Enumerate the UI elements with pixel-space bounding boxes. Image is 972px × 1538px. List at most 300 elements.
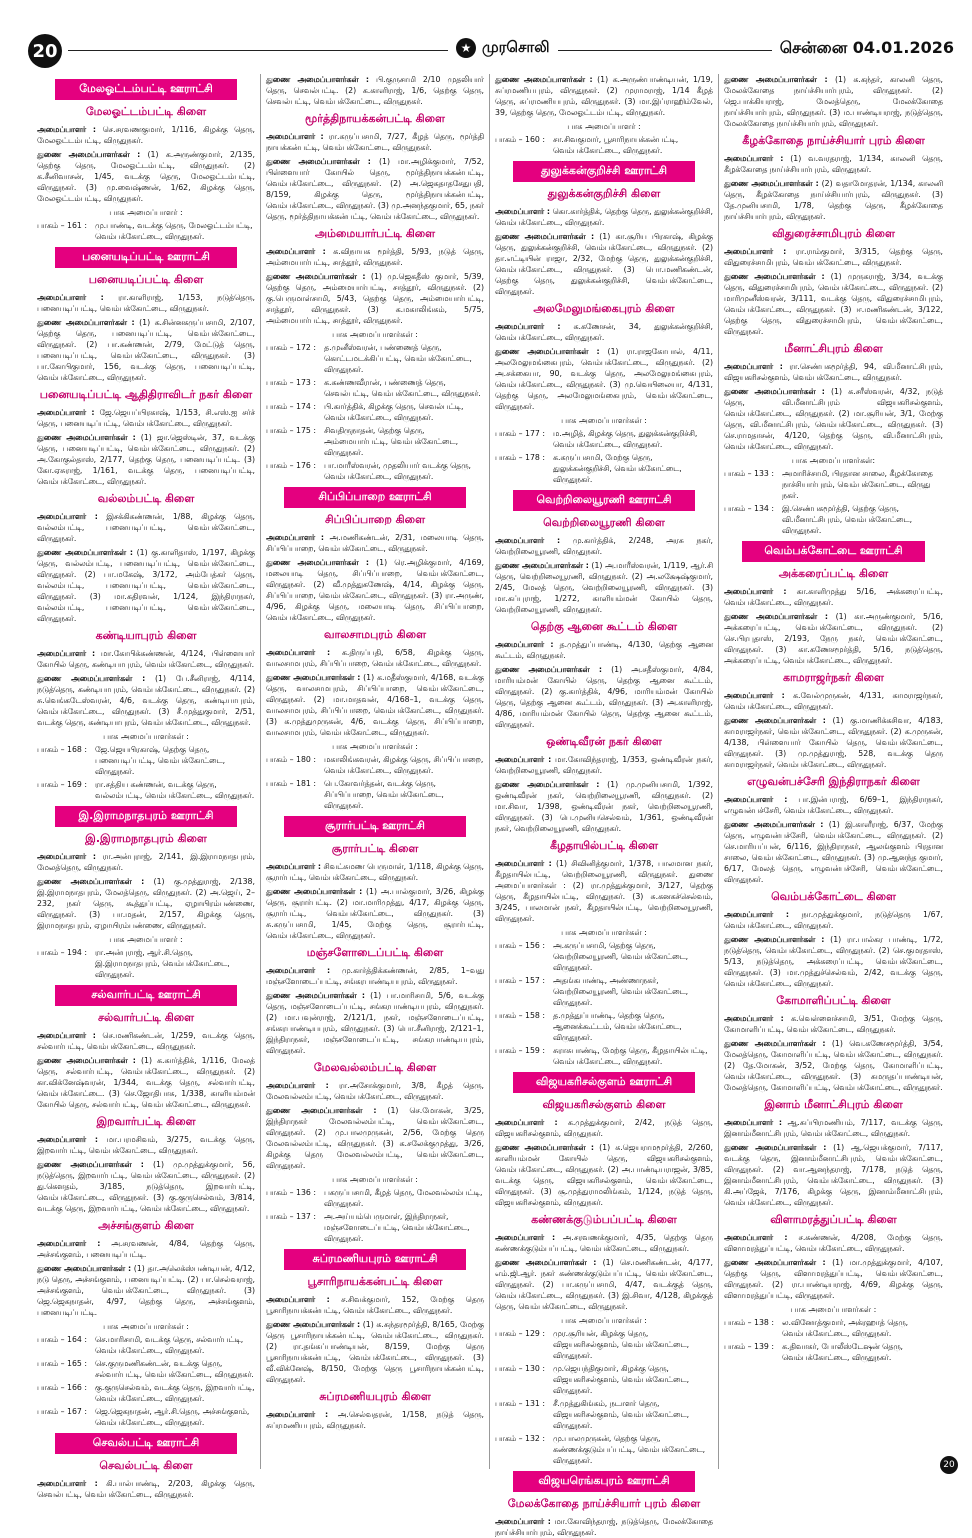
appointment-paragraph: துணை அமைப்பாளர்கள் : (1) ரெ.அழிக்குமார், 4/169, மலையாடி தெரு, சிப்பிப்பாறை, வெம்பக்கோட்டை, விருதுநகர். (2) வீ.முத்துகணேஷ், 4/14, கிழக்கு தெரு, சிப்பிப்பாறை, வெம்பக்கோட்டை, விருதுநகர். (3) ரா.அருண், 4/96, கிழக்கு தெரு, மலையாடி தெரு, சிப்பிப்பாறை, வெம்பக்கோட்டை, விருதுநகர். (266, 558, 484, 622)
appointment-paragraph: அமைப்பாளர் : மா.கோபிக்கண்ணன், 4/124, பிள்ளையார் கோயில் தெரு, கண்டியாபுரம், வெம்பக்கோட்டை, விருதுநகர். (37, 649, 256, 669)
booth-number: பாகம் – 159 : (495, 1046, 545, 1055)
panchayat-banner: விஜயரெங்கபுரம் ஊராட்சி (513, 1471, 695, 1492)
role-label: அமைப்பாளர் : (495, 1517, 551, 1526)
booth-number: பாகம் – 160 : (495, 135, 545, 144)
booth-number: பாகம் – 156 : (495, 941, 545, 950)
article-columns (32, 74, 948, 1537)
booth-entry (266, 754, 484, 776)
branch-heading: வாலசாமபுரம் கிளை (324, 628, 426, 641)
appointment-paragraph: அமைப்பாளர் : மா.கோவிந்தராஜ், நடுத்தெரு, மேலக்கோதை நாய்ச்சியார்புரம், விருதுநகர். (495, 1517, 714, 1537)
role-label: அமைப்பாளர் : (266, 1295, 330, 1304)
role-label: துணை அமைப்பாளர்கள் : (724, 75, 828, 84)
branch-heading: சுப்ரமணியபுரம் கிளை (319, 1390, 431, 1403)
appointment-paragraph: துணை அமைப்பாளர்கள் : (1) கு.முத்துராஜ், 2/138, இ.இராமநாதபுரம், மேலத்தெரு, விருதுநகர். (2) அ.ஜெய், 2–232, நகர் தெரு, கூத்துப்பட்டி, ஏழாயிரம்பண்ணை, விருதுநகர். (3) பா.மதன், 2/157, கிழக்கு தெரு, இராமநாதபுரம், ஏழாயிரம்பண்ணை, விருதுநகர். (37, 877, 255, 930)
branch-heading: கோமாளிப்பட்டி கிளை (776, 994, 891, 1007)
role-label: துணை அமைப்பாளர்கள் : (37, 1160, 144, 1169)
booth-number: பாகம் – 177 : (495, 429, 545, 438)
booth-number: பாகம் – 174 : (266, 402, 316, 411)
appointment-paragraph: அமைப்பாளர் : க.விநாயக மூர்த்தி, 5/93, நடுத் தெரு, அம்மையார்பட்டி, சாத்தூர், விருதுநகர். (266, 247, 484, 267)
appointment-paragraph: துணை அமைப்பாளர்கள் : (1) முருகராஜ், 3/34, வடக்கு தெரு, விதுரைச்சாமிபுரம், வெம்பக்கோட்டை, விருதுநகர். (2) மாரிமுனீஸ்வரன், 3/111, வடக்கு தெரு, விதுரைச்சாமிபுரம், வெம்பக்கோட்டை, விருதுநகர். (3) ஈ.மணிகண்டன், 3/122, தெற்கு தெரு, விதுரைச்சாமிபுரம், வெம்பக்கோட்டை, விருதுநகர். (724, 272, 944, 336)
appointment-paragraph: அமைப்பாளர் : ரா.அசோக்குமார், 3/8, கீழத் தெரு, மேலவல்லம்பட்டி, வெம்பக்கோட்டை, விருதுநகர். (266, 1081, 484, 1101)
section-label: பாக அமைப்பாளர்கள் : (332, 1175, 418, 1184)
appointment-paragraph: அமைப்பாளர் : மா.பரமசிவம், 3/275, வடக்கு தெரு, இறவார்பட்டி, வெம்பக்கோட்டை, விருதுநகர். (37, 1135, 255, 1155)
booth-number: பாகம் – 161 : (37, 221, 87, 230)
booth-number: பாகம் – 168 : (37, 745, 87, 754)
role-label: அமைப்பாளர் : (724, 910, 790, 919)
booth-entry (266, 778, 484, 811)
panchayat-banner: துலுக்கன்குறிச்சி ஊராட்சி (513, 161, 695, 182)
role-label: துணை அமைப்பாளர்கள் : (495, 232, 595, 241)
appointment-paragraph: அமைப்பாளர் : செ.சரவணகுமார், 1/116, கிழக்கு தெரு, மேலஓட்டம்பட்டி, விருதுநகர். (37, 125, 256, 145)
branch-heading: கண்டியாபுரம் கிளை (95, 629, 197, 642)
appointment-paragraph: துணை அமைப்பாளர்கள் : (1) செ.மோகன், 3/25, இந்திராநகர் மேலவல்லம்பட்டி, வெம்பக்கோட்டை, விருதுநகர். (2) மு.பாலமுருகன், 2/56, மேற்கு தெரு மேலவல்லம்பட்டி, விருதுநகர். (3) க.சலேக்குமுத்து, 3/26, கிழக்கு தெரு மேலவல்லம்பட்டி, வெம்பக்கோட்டை, விருதுநகர். (266, 1106, 484, 1170)
booth-number: பாகம் – 169 : (37, 780, 87, 789)
booth-agent: செ.மாரிசாமி, வடக்கு தெரு, சல்வார்பட்டி, வெம்பக்கோட்டை, விருதுநகர். (95, 1335, 244, 1355)
appointment-paragraph: அமைப்பாளர் : க.வேல்முருகன், 4/131, காமராஜர்நகர், வெம்பக்கோட்டை, விருதுநகர். (724, 691, 943, 711)
role-label: அமைப்பாளர் : (37, 408, 95, 417)
appointment-paragraph: அமைப்பாளர் : (1) சிவினித்குமார், 1/378, பாலமான நகர், கீழதாயில்பட்டி, வெற்றிலையூரணி, விருதுநகர். துணை அமைப்பாளர்கள் : (2) ரா.முத்துக்குமார், 3/127, தெற்கு தெரு, கீழதாயில்பட்டி, விருதுநகர். (3) சு.கனகச்செல்வம், 3/245, பாலமான் நகர், கீழதாயில்பட்டி, வெற்றிலையூரணி, விருதுநகர். (495, 859, 714, 923)
column-2 (261, 74, 490, 1469)
role-label: துணை அமைப்பாளர்கள் : (495, 780, 600, 789)
booth-entry (37, 220, 255, 242)
booth-number: பாகம் – 136 : (266, 1188, 316, 1197)
booth-entry (495, 975, 713, 1008)
booth-entry (724, 1341, 943, 1363)
role-label: துணை அமைப்பாளர்கள் : (37, 1056, 136, 1065)
booth-agent: சிவதிருநாதன், தெற்கு தெரு, அம்மையார்பட்டி, வெம்பக்கோட்டை, விருதுநகர். (324, 426, 459, 457)
role-label: அமைப்பாளர் : (495, 1233, 556, 1242)
masthead (28, 34, 954, 68)
role-label: அமைப்பாளர் : (37, 1135, 99, 1144)
branch-heading: மூர்த்திநாயக்கன்பட்டி கிளை (305, 112, 445, 125)
role-label: துணை அமைப்பாளர்கள் : (37, 433, 136, 442)
role-label: அமைப்பாளர் : (724, 247, 787, 256)
newspaper-logo-icon: ★ (456, 38, 476, 58)
appointment-paragraph: துணை அமைப்பாளர்கள் : பி.குருசாமி 2/10 முதலியார் தெரு, செவல்பட்டி. (2) க.காளிராஜ், 1/6, தெற்கு தெரு, செவல்பட்டி, வெம்பக்கோட்டை, விருதுநகர். (266, 75, 484, 106)
appointment-paragraph: துணை அமைப்பாளர்கள் : (1) க.சரீஸ்வரன், 4/32, நடுத் தெரு, வி.மீனாட்சிபுரம் விஜயகரிசல்குளம், வெம்பக்கோட்டை, விருதுநகர். (2) மா.சூரியன், 3/1, மேற்கு தெரு, வி.மீனாட்சிபுரம், வெம்பக்கோட்டை, விருதுநகர். (3) செ.ராமதாசன், 4/120, தெற்கு தெரு, வி.மீனாட்சிபுரம், வெம்பக்கோட்டை, விருதுநகர். (724, 387, 943, 451)
branch-heading: பனையடிப்பட்டி கிளை (88, 273, 204, 286)
appointment-paragraph: அமைப்பாளர் : ச.கண்ணன், 4/208, மேற்கு தெரு, விளாமரத்துப்பட்டி, வெம்பக்கோட்டை, விருதுநகர். (724, 1233, 943, 1253)
role-label: அமைப்பாளர் : (495, 755, 552, 764)
appointment-paragraph: துணை அமைப்பாளர்கள் : (1) கு.மாணிக்கசிவா, 4/183, காமராஜர்நகர், வெம்பக்கோட்டை, விருதுநகர். (2) க.முருகன், 4/138, பிள்ளையார் கோயில் தெரு, வெம்பக்கோட்டை, விருதுநகர். (3) மு.முத்துராஜ், 528, வடக்கு தெரு காமராஜர்நகர், வெம்பக்கோட்டை, விருதுநகர். (724, 716, 944, 769)
section-label: பாக அமைப்பாளர் : (567, 122, 641, 131)
booth-entry (495, 1010, 713, 1043)
role-label: துணை அமைப்பாளர்கள் : (37, 674, 146, 683)
booth-agent: அ.கருப்பசாமி, தெற்கு தெரு, வெற்றிலையூரணி, வெம்பக்கோட்டை, விருதுநகர். (553, 941, 689, 972)
role-label: அமைப்பாளர் : (37, 1239, 101, 1248)
panchayat-banner: சூரார்பட்டி ஊராட்சி (284, 816, 466, 837)
booth-entry (37, 1382, 255, 1404)
column-3 (490, 74, 719, 1537)
booth-number: பாகம் – 181 : (266, 779, 316, 788)
footer-page-number: 20 (940, 1456, 958, 1474)
appointment-paragraph: அமைப்பாளர் : க.முத்துக்குமார், 2/42, நடுத் தெரு, விஜயகரிசல்குளம், விருதுநகர். (495, 1118, 714, 1138)
appointment-paragraph: துணை அமைப்பாளர்கள் : (1) க.கந்தர், காலனி தெரு, மேலக்கோதை நாய்ச்சியார்புரம், விருதுநகர். (2) ஜெ.பாக்கியராஜ், மேலத்தெரு, மேலக்கோதை நாய்ச்சியார்புரம், விருதுநகர். (3) ம.பாண்டியராஜ், நடுத்தெரு, மேலக்கோதை நாய்ச்சியார்புரம், விருதுநகர். (724, 75, 944, 128)
appointment-paragraph: அமைப்பாளர் : கி.பால்பாண்டி, 2/203, கிழக்கு தெரு, செவல்பட்டி, வெம்பக்கோட்டை, விருதுநகர். (37, 1479, 255, 1499)
section-label: பாக அமைப்பாளர்கள் : (103, 1322, 189, 1331)
edition-date: சென்னை 04.01.2026 (772, 38, 954, 59)
section-label: பாக அமைப்பாளர்கள் : (561, 1316, 647, 1325)
role-label: அமைப்பாளர் : (724, 795, 788, 804)
role-label: துணை அமைப்பாளர்கள் : (37, 1264, 132, 1273)
appointment-paragraph: அமைப்பாளர் : (1) வ.வரதராஜ், 1/134, காலனி தெரு, கீழக்கோதை நாய்ச்சியார்புரம், விருதுநகர். (724, 154, 944, 174)
booth-entry (495, 452, 713, 485)
appointment-paragraph: அமைப்பாளர் : அ.மணிகண்டன், 2/31, மலையாடி தெரு, சிப்பிப்பாறை, வெம்பக்கோட்டை, விருதுநகர். (266, 533, 484, 553)
role-label: அமைப்பாளர் : (266, 247, 326, 256)
appointment-paragraph: அமைப்பாளர் : சிவட்சுமண பெருமாள், 1/118, கிழக்கு தெரு, சூரார்பட்டி, வெம்பக்கோட்டை, விருதுநகர். (266, 862, 484, 882)
booth-number: பாகம் – 157 : (495, 976, 545, 985)
panchayat-banner: சிப்பிப்பாறை ஊராட்சி (284, 487, 466, 508)
section-label: பாக அமைப்பாளர் : (109, 935, 183, 944)
booth-entry (724, 1317, 943, 1339)
role-label: அமைப்பாளர் : (37, 649, 96, 658)
appointment-paragraph: அமைப்பாளர் : பா.இன்பராஜ், 6/69–1, இந்திராநகர், எழுவன்பச்சேரி, வெம்பக்கோட்டை, விருதுநகர். (724, 795, 943, 815)
role-label: துணை அமைப்பாளர்கள் : (266, 673, 361, 682)
appointment-paragraph: துணை அமைப்பாளர்கள் : (1) கா.அருண்குமார், 5/16, அக்கரைப்பட்டி, வெம்பக்கோட்டை, விருதுநகர். (2) செ.பிரபுதாஸ், 2/193, நேரு நகர், வெம்பக்கோட்டை, விருதுநகர். (3) கா.கணேசமூர்த்தி, 5/16, நடுத்தெரு, அக்கரைப்பட்டி, வெம்பக்கோட்டை, விருதுநகர். (724, 612, 943, 665)
appointment-paragraph: அமைப்பாளர் : த.முத்துப்பாண்டி, 4/130, தெற்கு ஆனை கூட்டம், விருதுநகர். (495, 640, 713, 660)
role-label: அமைப்பாளர் : (495, 322, 561, 331)
role-label: அமைப்பாளர் : (724, 1233, 788, 1242)
appointment-paragraph: துணை அமைப்பாளர்கள் : (1) பே.சீனிராஜ், 4/114, நடுத்தெரு, கண்டியாபுரம், வெம்பக்கோட்டை, விருதுநகர். (2) சு.வெங்கடேஸ்வரன், 4/6, வடக்கு தெரு, கண்டியாபுரம், வெம்பக்கோட்டை, விருதுநகர். (3) சீ.முத்துகுமார், 2/51, வடக்கு தெரு, கண்டியாபுரம், வெம்பக்கோட்டை, விருதுநகர். (37, 674, 255, 727)
booth-number: பாகம் – 173 : (266, 378, 316, 387)
branch-heading: வல்லம்பட்டி கிளை (97, 492, 195, 505)
section-label: பாக அமைப்பாளர்கள் : (332, 330, 418, 339)
branch-heading: விஜயகரிசல்குளம் கிளை (542, 1098, 666, 1111)
panchayat-banner: இ.இராமநாதபுரம் ஊராட்சி (55, 806, 237, 827)
role-label: துணை அமைப்பாளர்கள் : (266, 887, 363, 896)
appointment-paragraph: துணை அமைப்பாளர்கள் : (1) மு.முனியசாமி, 1/392, ஒண்டிவீரன் நகர், வெற்றிலையூரணி, விருதுநகர். (2) மா.சிவா, 1/398, ஒண்டிவீரன் நகர், வெற்றிலையூரணி, விருதுநகர். (3) பெ.முனியசெல்வம், 1/361, ஒண்டிவீரன் நகர், வெற்றிலையூரணி, விருதுநகர். (495, 780, 713, 833)
role-label: அமைப்பாளர் : (37, 1031, 96, 1040)
booth-entry (495, 428, 713, 450)
role-label: துணை அமைப்பாளர்கள் : (724, 716, 826, 725)
appointment-paragraph: அமைப்பாளர் : அ.செல்வதரன், 1/158, நடுத் தெரு, சுப்ரமணியபுரம், விருதுநகர். (266, 1410, 484, 1430)
appointment-paragraph: அமைப்பாளர் : க.வெள்ளைச்சாமி, 3/51, மேற்கு தெரு, கோமாளிப்பட்டி, வெம்பக்கோட்டை, விருதுநகர். (724, 1014, 944, 1034)
appointment-paragraph: துணை அமைப்பாளர்கள் : (1) க.அருண்குமார், 2/135, தெற்கு தெரு, மேலஓட்டம்பட்டி, விருதுநகர். (2) க.சீனிவாசன், 1/45, வடக்கு தெரு, மேலஓட்டம்பட்டி, விருதுநகர். (3) மு.வைஷ்ணன், 1/62, கிழக்கு தெரு, மேலஓட்டம்பட்டி, விருதுநகர். (37, 150, 255, 203)
booth-entry (37, 744, 255, 777)
booth-number: பாகம் – 172 : (266, 343, 316, 352)
branch-heading: கீழக்கோதை நாய்ச்சியார் புரம் கிளை (742, 134, 925, 147)
appointment-paragraph: துணை அமைப்பாளர்கள் : (1) அ.சதீஸ்குமார், 4/84, மாரியம்மன் கோயில் தெரு, தெற்கு ஆனை கூட்டம், விருதுநகர். (2) கு.கார்த்திக், 4/96, மாரியம்மன் கோயில் தெரு, தெற்கு ஆனை கூட்டம், விருதுநகர். (3) அ.காளிராஜ், 4/86, மாரியம்மன் கோயில் தெரு, தெற்கு ஆனை கூட்டம், விருதுநகர். (495, 665, 714, 729)
branch-heading: எழுவன்பச்சேரி இந்திராநகர் கிளை (747, 775, 920, 788)
role-label: துணை அமைப்பாளர்கள் : (495, 665, 602, 674)
booth-entry (495, 1328, 713, 1361)
booth-agent: இ.செண்பகமூர்த்தி, தெற்கு தெரு, வி.மீனாட்சிபுரம், வெம்பக்கோட்டை, விருதுநகர். (782, 504, 913, 535)
section-label: பாக அமைப்பாளர்கள் : (561, 928, 647, 937)
booth-entry (37, 1358, 255, 1380)
booth-agent: க.திவாகர், போலீஸ்டேஷன் தெரு, வெம்பக்கோட்டை, விருதுநகர். (782, 1342, 904, 1362)
appointment-paragraph: துணை அமைப்பாளர்கள் : (1) மா.முத்துக்குமார், 4/107, தெற்கு தெரு, விளாமரத்துப்பட்டி, வெம்பக்கோட்டை, விருதுநகர். (2) ரா.பாண்டியராஜ், 4/69, கிழக்கு தெரு, விளாமரத்துப்பட்டி, விருதுநகர். (724, 1258, 944, 1300)
role-label: துணை அமைப்பாளர்கள் : (724, 387, 825, 396)
branch-heading: மஞ்சளோடைப்பட்டி கிளை (306, 946, 444, 959)
role-label: துணை அமைப்பாளர்கள் : (495, 75, 593, 84)
branch-heading: ஒண்டிவீரன் நகர் கிளை (546, 735, 662, 748)
role-label: துணை அமைப்பாளர்கள் : (724, 1258, 826, 1267)
role-label: அமைப்பாளர் : (266, 1081, 329, 1090)
role-label: துணை அமைப்பாளர்கள் : (495, 561, 589, 570)
booth-agent: மகாலிங்கவரன், கிழக்கு தெரு, சிப்பிப்பாறை, வெம்பக்கோட்டை, விருதுநகர். (324, 755, 484, 775)
role-label: அமைப்பாளர் : (266, 862, 321, 871)
appointment-paragraph: அமைப்பாளர் : கொ.கார்த்திக், தெற்கு தெரு, துலுக்கன்குறிச்சி, வெம்பக்கோட்டை, விருதுநகர். (495, 207, 713, 227)
booth-entry (266, 401, 484, 423)
role-label: அமைப்பாளர் : (724, 691, 785, 700)
appointment-paragraph: துணை அமைப்பாளர்கள் : (1) க.ஜெயராமமூர்த்தி, 2/260, காளியம்மன் கோயில் தெரு, விஜயகரிசல்குளம், வெம்பக்கோட்டை, விருதுநகர். (2) அ.பாண்டியராஜன், 3/85, வடக்கு தெரு, விஜயகரிசல்குளம், வெம்பக்கோட்டை, விருதுநகர். (3) சூ.முத்துராமலிங்கம், 1/124, நடுத் தெரு, விஜயகரிசல்குளம், விருதுநகர். (495, 1143, 713, 1207)
appointment-paragraph: அமைப்பாளர் : நா.முத்துக்குமார், நடுத்தெரு 1/67, வெம்பக்கோட்டை, விருதுநகர். (724, 910, 943, 930)
booth-entry (266, 342, 484, 375)
booth-number: பாகம் – 194 : (37, 948, 87, 957)
appointment-paragraph: துணை அமைப்பாளர்கள் : (1) ரா.பால்கர பாண்டி, 1/72, நடுத்தெரு, வெம்பக்கோட்டை, விருதுநகர். (2) செ.குமரதாஸ், 5/13, நடுத்தெரு, அக்கரைப்பட்டி, வெம்பக்கோட்டை, விருதுநகர். (3) மா.முத்துச்செல்வம், 2/42, வடக்கு தெரு, வெம்பக்கோட்டை, விருதுநகர். (724, 935, 944, 988)
branch-heading: அலமேலுமங்கைபுரம் கிளை (533, 302, 675, 315)
branch-heading: துலுக்கன்குறிச்சி கிளை (547, 187, 661, 200)
branch-heading: மேலக்கோதை நாய்ச்சியார் புரம் கிளை (507, 1497, 701, 1510)
branch-heading: இறவார்பட்டி கிளை (96, 1115, 196, 1128)
branch-heading: வெம்பக்கோட்டை கிளை (771, 890, 896, 903)
branch-heading: விளாமரத்துப்பட்டி கிளை (770, 1213, 897, 1226)
booth-agent: பகருப்பசாமி, கீழத் தெரு, மேலவல்லம்பட்டி, விருதுநகர். (324, 1188, 483, 1208)
appointment-paragraph: அமைப்பாளர் : மா.கோவிந்தராஜ், 1/353, ஒண்டிவீரன் நகர், வெற்றிலையூரணி, விருதுநகர். (495, 755, 713, 775)
booth-agent: சா.சிவகுமார், பூசாரிநாயக்கன்பட்டி, வெம்பக்கோட்டை, விருதுநகர். (553, 135, 679, 155)
booth-agent: அ.அய்யம்பெருமாள், இந்திராநகர், மஞ்சளோடைப்பட்டி, வெம்பக்கோட்டை, விருதுநகர். (324, 1212, 470, 1243)
branch-heading: அச்சங்குளம் கிளை (98, 1219, 194, 1232)
branch-heading: தெற்கு ஆனை கூட்டம் கிளை (530, 620, 678, 633)
section-label: பாக அமைப்பாளர்கள் : (561, 416, 647, 425)
booth-number: பாகம் – 131 : (495, 1399, 545, 1408)
booth-agent: மு.ஜெயந்திகுமார், கிழக்கு தெரு, விஜயகரிசல்குளம், வெம்பக்கோட்டை, விருதுநகர். (553, 1364, 690, 1395)
booth-agent: மு.பாண்டி, வடக்கு தெரு, மேலஓட்டம்பட்டி, வெம்பக்கோட்டை, விருதுநகர். (95, 221, 253, 241)
branch-heading: விதுரைச்சாமிபுரம் கிளை (772, 227, 895, 240)
booth-entry (495, 134, 713, 156)
booth-agent: ஜெ.ஜெகநாதன், ஆர்.சி.தெரு, அச்சங்குளம், வெம்பக்கோட்டை, விருதுநகர். (95, 1407, 250, 1427)
booth-number: பாகம் – 138 : (724, 1318, 774, 1327)
branch-heading: கீழதாயில்பட்டி கிளை (549, 839, 659, 852)
booth-agent: சீ.முத்துகிங்கம், நடாளர் தெரு, விஜயகரிசல்குளம், வெம்பக்கோட்டை, விருதுநகர். (553, 1399, 690, 1430)
booth-entry (266, 377, 484, 399)
role-label: துணை அமைப்பாளர்கள் : (266, 1106, 377, 1115)
column-4 (719, 74, 948, 1469)
booth-number: பாகம் – 158 : (495, 1011, 545, 1020)
panchayat-banner: செவல்பட்டி ஊராட்சி (55, 1433, 237, 1454)
role-label: துணை அமைப்பாளர்கள் : (37, 150, 141, 159)
role-label: அமைப்பாளர் : (37, 125, 97, 134)
role-label: துணை அமைப்பாளர்கள் : (266, 157, 371, 166)
branch-heading: மேலஓட்டம்பட்டி கிளை (85, 105, 207, 118)
role-label: அமைப்பாளர் : (37, 293, 104, 302)
appointment-paragraph: அமைப்பாளர் : மு.கார்த்திக், 2/248, அரசு நகர், வெற்றிலையூரணி, விருதுநகர். (495, 536, 714, 556)
booth-entry (724, 503, 943, 536)
appointment-paragraph: துணை அமைப்பாளர்கள் : (2) வதாமோதரன், 1/134, காலனி தெரு, கீழக்கோதை நாய்ச்சியார்புரம், விருதுநகர். (3) தே.முனியசாமி, 1/78, தெற்கு தெரு, கீழக்கோதை நாய்ச்சியார்புரம், விருதுநகர். (724, 179, 943, 221)
role-label: அமைப்பாளர் : (495, 207, 551, 216)
role-label: துணை அமைப்பாளர்கள் : (724, 935, 825, 944)
panchayat-banner: மேலஓட்டம்பட்டி ஊராட்சி (55, 79, 237, 100)
panchayat-banner: வெம்பக்கோட்டை ஊராட்சி (742, 541, 925, 562)
booth-agent: செ.குருமணிகண்டன், வடக்கு தெரு, சல்வார்பட்டி, வெம்பக்கோட்டை, விருதுநகர். (95, 1359, 254, 1379)
booth-number: பாகம் – 178 : (495, 453, 545, 462)
booth-agent: க.கண்ணவீரான், பண்ணைத் தெரு, செவல்பட்டி, வெம்பக்கோட்டை, விருதுநகர். (324, 378, 481, 398)
role-label: அமைப்பாளர் : (724, 1118, 782, 1127)
role-label: துணை அமைப்பாளர்கள் : (37, 318, 135, 327)
appointment-paragraph: துணை அமைப்பாளர்கள் : (1) க.சின்னகருப்பசாமி, 2/107, தெற்கு தெரு, பனையடிப்பட்டி, வெம்பக்கோட்டை, விருதுநகர். (2) பா.கண்ணன், 2/79, மேட்டுத் தெரு, பனையடிப்பட்டி, வெம்பக்கோட்டை, விருதுநகர். (3) பா.கோபிகுமார், 156, வடக்கு தெரு, பனையடிப்பட்டி, வெம்பக்கோட்டை, விருதுநகர். (37, 318, 256, 382)
role-label: அமைப்பாளர் : (495, 536, 561, 545)
appointment-paragraph: அமைப்பாளர் : ரா.காளிராஜ், 1/153, நடுத்தெரு, பனையடிப்பட்டி, வெம்பக்கோட்டை, விருதுநகர். (37, 293, 255, 313)
booth-number: பாகம் – 139 : (724, 1342, 774, 1351)
appointment-paragraph: துணை அமைப்பாளர்கள் : (1) அ.மாரீஸ்வரன், 1/119, ஆர்.சி தெரு, வெற்றிலையூரணி, விருதுநகர். (2) அ.லக்ஷேஷ்குமார், 2/45, மேலத் தெரு, வெற்றிலையூரணி, விருதுநகர். (3) மா.கப்புராஜ், 1/272, காளியம்மன் கோயில் தெரு, வெற்றிலையூரணி, விருதுநகர். (495, 561, 713, 614)
booth-agent: ரா.அன்புராஜ், ஆர்.சி.தெரு, இ.இராமநாதபுரம், வெம்பக்கோட்டை, விருதுநகர். (95, 948, 230, 979)
booth-number: பாகம் – 134 : (724, 504, 774, 513)
appointment-paragraph: அமைப்பாளர் : ரா.செண்பகமூர்த்தி, 94, வி.மீனாட்சிபுரம், விஜயகரிசல்குளம், வெம்பக்கோட்டை, விருதுநகர். (724, 362, 944, 382)
booth-agent: ல.வினோத்குமார், அக்ரஹாத் தெரு, வெம்பக்கோட்டை, விருதுநகர். (782, 1318, 909, 1338)
branch-heading: அக்கரைப்பட்டி கிளை (778, 567, 889, 580)
appointment-paragraph: அமைப்பாளர் : மு.கார்த்திக்கண்ணன், 2/85, 1–வது மஞ்சளோடைப்பட்டி, சங்கரபாண்டியபுரம், விருதுநகர். (266, 966, 485, 986)
booth-number: பாகம் – 165 : (37, 1359, 87, 1368)
booth-agent: த.முனீஸ்வரன், பண்ணைத் தெரு, கொட்டமடக்கிப்பட்டி, வெம்பக்கோட்டை, விருதுநகர். (324, 343, 472, 374)
appointment-paragraph: துணை அமைப்பாளர்கள் : (1) மா.அழிக்குமார், 7/52, பிள்ளையார் கோயில் தெரு, மூர்த்திநாயக்கன்பட்டி, வெம்பக்கோட்டை, விருதுநகர். (2) அ.ஜெகதாதசேதுபதி, 8/159, கிழக்கு தெரு, மூர்த்திநாயக்கன்பட்டி, வெம்பக்கோட்டை, விருதுநகர். (3) மு.அனந்தகுமார், 65, நகர் தெரு, மூர்த்திநாயக்கன்பட்டி, வெம்பக்கோட்டை, விருதுநகர். (266, 157, 485, 221)
branch-heading: மீனாட்சிபுரம் கிளை (784, 342, 883, 355)
booth-agent: க.கருப்பசாமி, மேற்கு தெரு, துலுக்கன்குறிச்சி, வெம்பக்கோட்டை, விருதுநகர். (553, 453, 682, 484)
booth-entry (37, 1334, 255, 1356)
booth-agent: ரா.சத்திய கண்ணன், வடக்கு தெரு, வல்லம்பட்டி, வெம்பக்கோட்டை, விருதுநகர். (95, 780, 255, 800)
branch-heading: சல்வார்பட்டி கிளை (97, 1011, 195, 1024)
appointment-paragraph: துணை அமைப்பாளர்கள் : (1) க.மதீஸ்குமார், 4/168, வடக்கு தெரு, வாலசாமபுரம், சிப்பிப்பாறை, வெம்பக்கோட்டை, விருதுநகர். (2) மா.மாதவன், 4/168–1, வடக்கு தெரு, வாலசாமபுரம், சிப்பிப்பாறை, வெம்பக்கோட்டை, விருதுநகர். (3) க.முத்துமுருகன், 4/6, வடக்கு தெரு, சிப்பிப்பாறை, வாலசாமபுரம், வெம்பக்கோட்டை, விருதுநகர். (266, 673, 485, 737)
booth-entry (266, 460, 484, 482)
role-label: அமைப்பாளர் : (495, 1118, 558, 1127)
booth-agent: த.முத்துப்பாண்டி, தெற்கு தெரு, ஆனைக்கூட்டம், வெம்பக்கோட்டை, விருதுநகர். (553, 1011, 682, 1042)
role-label: துணை அமைப்பாளர்கள் : (37, 877, 145, 886)
panchayat-banner: சல்வார்பட்டி ஊராட்சி (55, 985, 237, 1006)
role-label: அமைப்பாளர் : (266, 533, 324, 542)
booth-number: பாகம் – 164 : (37, 1335, 87, 1344)
booth-entry (37, 779, 255, 801)
booth-entry (266, 425, 484, 458)
appointment-paragraph: துணை அமைப்பாளர்கள் : (1) செ.மணிகண்டன், 4/177, எம்.ஜி.ஆர். நகர் கண்ணக்குடும்பப்பட்டி, வெம்பக்கோட்டை, விருதுநகர். (2) பா.கருப்பசாமி, 4/47, வடக்குத் தெரு, வெம்பக்கோட்டை, விருதுநகர். (3) இ.சிவா, 4/128, கிழக்குத் தெரு, வெம்பக்கோட்டை, விருதுநகர். (495, 1258, 713, 1311)
role-label: அமைப்பாளர் : (266, 648, 331, 657)
role-label: துணை அமைப்பாளர்கள் : (724, 1039, 826, 1048)
branch-heading: சூரார்பட்டி கிளை (331, 842, 419, 855)
appointment-paragraph: அமைப்பாளர் : அ.சரவணக்குமார், 4/35, தெற்கு தெரு கண்ணக்குடும்பப்பட்டி, வெம்பக்கோட்டை, விருதுநகர். (495, 1233, 713, 1253)
role-label: துணை அமைப்பாளர்கள் : (724, 272, 825, 281)
role-label: அமைப்பாளர் : (724, 587, 787, 596)
role-label: அமைப்பாளர் : (495, 859, 552, 868)
role-label: அமைப்பாளர் : (37, 1479, 98, 1488)
panchayat-banner: பனையடிப்பட்டி ஊராட்சி (55, 247, 237, 268)
booth-entry (37, 1406, 255, 1428)
booth-number: பாகம் – 133 : (724, 469, 774, 478)
booth-agent: கு.குருசெல்வம், வடக்கு தெரு, இறவார்பட்டி, வெம்பக்கோட்டை, விருதுநகர். (95, 1383, 255, 1403)
panchayat-banner: வெற்றிலையூரணி ஊராட்சி (513, 490, 695, 511)
branch-heading: அம்மையார்பட்டி கிளை (314, 227, 436, 240)
branch-heading: மேலவல்லம்பட்டி கிளை (313, 1061, 437, 1074)
booth-agent: அமாரிச்சாமி, பிரதான சாலை, கீழக்கோதை நாச்சியார்புரம், வெம்பக்கோட்டை, விருது நகர். (782, 469, 933, 500)
section-label: பாக அமைப்பாளர்கள்: (791, 456, 876, 465)
booth-entry (266, 1211, 484, 1244)
role-label: துணை அமைப்பாளர்கள் : (724, 820, 824, 829)
appointment-paragraph: துணை அமைப்பாளர்கள் : (1) கு.காளிதாஸ், 1/197, கிழக்கு தெரு, வல்லம்பட்டி, பனையடிப்பட்டி, வெம்பக்கோட்டை, விருதுநகர். (2) பா.மகேஷ், 3/172, அம்பேத்கர் தெரு, வல்லம்பட்டி, பனையடிப்பட்டி, வெம்பக்கோட்டை, விருதுநகர். (3) மா.கதிரவன், 1/124, இந்திராநகர், வல்லம்பட்டி, பனையடிப்பட்டி, வெம்பக்கோட்டை, விருதுநகர். (37, 548, 255, 623)
role-label: துணை அமைப்பாளர்கள் : (724, 612, 828, 621)
role-label: துணை அமைப்பாளர்கள் : (266, 272, 366, 281)
booth-agent: பி.கார்த்திக், கிழக்கு தெரு, செவல்பட்டி, வெம்பக்கோட்டை, விருதுநகர். (324, 402, 464, 422)
appointment-paragraph: அமைப்பாளர் : ரா.ராம்குமார், 3/315, தெற்கு தெரு, விதுரைச்சாமிபுரம், வெம்பக்கோட்டை, விருதுநகர். (724, 247, 944, 267)
role-label: அமைப்பாளர் : (37, 512, 98, 521)
appointment-paragraph: அமைப்பாளர் : அ.சரவணன், 4/84, தெற்கு தெரு, அச்சங்குளம், பனையடிப்பட்டி. (37, 1239, 255, 1259)
booth-entry (495, 1363, 713, 1396)
branch-heading: காமராஜர்நகர் கிளை (782, 671, 884, 684)
appointment-paragraph: அமைப்பாளர் : ஆ.சுப்பிரமணியம், 7/117, வடக்கு தெரு, இனாம்மீனாட்சிபுரம், வெம்பக்கோட்டை, விருதுநகர். (724, 1118, 943, 1138)
appointment-paragraph: அமைப்பாளர் : இசக்கிகண்ணன், 1/88, கிழக்கு தெரு, வல்லம்பட்டி, பனையடிப்பட்டி, வெம்பக்கோட்டை, விருதுநகர். (37, 512, 256, 543)
booth-agent: சுராசுபாண்டி, மேற்கு தெரு, கீழதாயில்பட்டி, வெம்பக்கோட்டை, விருதுநகர். (553, 1046, 708, 1066)
booth-agent: ம.அழித், கிழக்கு தெரு, துலுக்கன்குறிச்சி, வெம்பக்கோட்டை, விருதுநகர். (553, 429, 698, 449)
appointment-paragraph: துணை அமைப்பாளர்கள் : (1) மு.முத்துக்குமார், 56, நடுத்தெரு, இறவார்பட்டி, வெம்பக்கோட்டை, விருதுநகர். (2) து.கௌதம், 3/185, நடுத்தெரு, இறவார்பட்டி, வெம்பக்கோட்டை, விருதுநகர். (3) கு.குருசெல்வம், 3/814, வடக்கு தெரு, இறவார்பட்டி, வெம்பக்கோட்டை, விருதுநகர். (37, 1160, 255, 1213)
branch-heading: இனாம் மீனாட்சிபுரம் கிளை (764, 1098, 903, 1111)
appointment-paragraph: அமைப்பாளர் : ரா.அன்புராஜ், 2/141, இ.இராமநாதபுரம், மேலத்தெரு, விருதுநகர். (37, 852, 255, 872)
appointment-paragraph: அமைப்பாளர் : க.கணேசன், 34, துலுக்கன்குறிச்சி, வெம்பக்கோட்டை, விருதுநகர். (495, 322, 713, 342)
booth-agent: முர.சூரியன், கிழக்கு தெரு, விஜயகரிசல்குளம், வெம்பக்கோட்டை, விருதுநகர். (553, 1329, 690, 1360)
booth-number: பாகம் – 176 : (266, 461, 316, 470)
appointment-paragraph: துணை அமைப்பாளர்கள் : (1) கா.சூரிய பிரகாஷ், கிழக்கு தெரு, துலுக்கன்குறிச்சி, வெம்பக்கோட்டை, விருதுநகர். (2) தா.எட்டியின் ராஜா, 2/32, மேற்கு தெரு, துலுக்கன்குறிச்சி, வெம்பக்கோட்டை, விருதுநகர். (3) பொ.மணிகண்டன், தெற்கு தெரு, துலுக்கன்குறிச்சி, வெம்பக்கோட்டை, விருதுநகர். (495, 232, 713, 296)
appointment-paragraph: அமைப்பாளர் : கா.காளிமுத்து 5/16, அக்கரைப்பட்டி, வெம்பக்கோட்டை, விருதுநகர். (724, 587, 943, 607)
appointment-paragraph: துணை அமைப்பாளர்கள் : (1) இ.காளீராஜ், 6/37, மேற்கு தெரு, எழுவன்பச்சேரி, வெம்பக்கோட்டை, விருதுநகர். (2) செ.மாரியப்பன், 6/116, இந்திராநகர், ஆலங்குளம் பிரதான சாலை, வெம்பக்கோட்டை, விருதுநகர். (3) மு.ஆனந்த குமார், 6/17, மேலத் தெரு, எழுவன்பச்சேரி, வெம்பக்கோட்டை, விருதுநகர். (724, 820, 944, 884)
appointment-paragraph: துணை அமைப்பாளர்கள் : (1) தா.அலெக்ஸ்பண்டியன், 4/12, நடு தெரு, அச்சங்குளம், பனையடிப்பட்டி. (2) பா.செல்வராஜ், அச்சங்குளம், வெம்பக்கோட்டை, விருதுநகர். (3) ஜெ.ஜெகநாதன், 4/97, தெற்கு தெரு, அச்சங்குளம், பனையடிப்பட்டி. (37, 1264, 255, 1317)
booth-agent: ஜே.ஜெயபிரகாஷ், தெற்கு தெரு, பனையடிப்பட்டி, வெம்பக்கோட்டை, விருதுநகர். (95, 745, 226, 776)
section-label: பாக அமைப்பாளர்கள் : (332, 742, 418, 751)
booth-number: பாகம் – 137 : (266, 1212, 316, 1221)
booth-agent: மு.பாலமுருகன், தெற்கு தெரு, கண்ணக்குடும்பப்பட்டி, வெம்பக்கோட்டை, விருதுநகர். (553, 1434, 706, 1465)
appointment-paragraph: அமைப்பாளர் : செ.மணிகண்டன், 1/259, வடக்கு தெரு, சல்வார்பட்டி, வெம்பக்கோட்டை, விருதுநகர். (37, 1031, 255, 1051)
appointment-paragraph: துணை அமைப்பாளர்கள் : (1) க.அருண்பாண்டியன், 1/19, சுப்ரமணியபுரம், விருதுநகர். (2) முராமராஜ், 1/14 கீழத் தெரு, சுப்ரமணியபுரம், விருதுநகர். (3) மா.இப்ராஹிம்வேல், 39, தெற்கு தெரு, மேலஓட்டம்பட்டி, விருதுநகர். (495, 75, 713, 117)
appointment-paragraph: துணை அமைப்பாளர்கள் : (1) வெ.கணேசமூர்த்தி, 3/54, மேலத்தெரு, கோமாளிப்பட்டி, வெம்பக்கோட்டை, விருதுநகர். (2) தே.மோகன், 3/52, மேற்கு தெரு, கோமாளிப்பட்டி, வெம்பக்கோட்டை, விருதுநகர். (3) சுமருதப்பாண்டியன், மேலத்தெரு, கோமாளிப்பட்டி, வெம்பக்கோட்டை, விருதுநகர். (724, 1039, 943, 1092)
role-label: துணை அமைப்பாளர்கள் : (266, 75, 369, 84)
appointment-paragraph: அமைப்பாளர் : ஜே.ஜெயப்பிரகாஷ், 1/153, சி.எஸ்.ஐ சர்ச் தெரு, பனையடிப்பட்டி, வெம்பக்கோட்டை, விருதுநகர். (37, 408, 255, 428)
booth-number: பாகம் – 175 : (266, 426, 316, 435)
booth-number: பாகம் – 130 : (495, 1364, 545, 1373)
appointment-paragraph: அமைப்பாளர் : ச.சிவக்குமார், 152, மேற்கு தெரு பூசாரிநாயக்கன்பட்டி, வெம்பக்கோட்டை, விருதுநகர். (266, 1295, 485, 1315)
role-label: துணை அமைப்பாளர்கள் : (495, 1258, 597, 1267)
booth-entry (495, 1045, 713, 1067)
appointment-paragraph: துணை அமைப்பாளர்கள் : (1) ரா.ராஜகோபால், 4/11, அலமேலுமங்கைபுரம், வெம்பக்கோட்டை, விருதுநகர். (2) அ.சக்கையா, 90, வடக்கு தெரு, அலமேலுமங்கைபுரம், வெம்பக்கோட்டை, விருதுநகர். (3) மு.வெயிலையா, 4/131, தெற்கு தெரு, அலமேலுமங்கைபுரம், வெம்பக்கோட்டை, விருதுநகர். (495, 347, 713, 411)
role-label: அமைப்பாளர் : (724, 362, 783, 371)
section-label: பாக அமைப்பாளர் : (109, 208, 183, 217)
role-label: துணை அமைப்பாளர்கள் : (495, 347, 600, 356)
booth-agent: அதங்கபாண்டி, அண்ணாநகர், வெற்றிலையூரணி, வெம்பக்கோட்டை, விருதுநகர். (553, 976, 689, 1007)
role-label: அமைப்பாளர் : (37, 852, 96, 861)
appointment-paragraph: துணை அமைப்பாளர்கள் : (1) பா.மாரிசாமி, 5/6, வடக்கு தெரு, மஞ்சளோடைப்பட்டி, சங்கரபாண்டியபுரம், விருதுநகர். (2) மா.பவுன்ராஜ், 2/121/1, நகர், மஞ்சளோடைப்பட்டி, சங்கரபாண்டியபுரம், விருதுநகர். (3) பொ.சீனிராஜ், 2/121–1, இந்திராநகர், மஞ்சளோடைப்பட்டி, சங்கரபாண்டியபுரம், விருதுநகர். (266, 991, 484, 1055)
branch-heading: கண்ணக்குடும்பப்பட்டி கிளை (531, 1213, 677, 1226)
paper-name: முரசொலி (482, 38, 550, 56)
appointment-paragraph: துணை அமைப்பாளர்கள் : (1) ஆ.ஜெயக்குமார், 7/117, வடக்கு தெரு, இனாம்மீனாட்சிபுரம், வெம்பக்கோட்டை, விருதுநகர். (2) வா.ஆனந்தராஜ், 7/178, நடுத் தெரு, இனாம்மீனாட்சிபுரம், வெம்பக்கோட்டை, விருதுநகர். (3) கி.அப்ஜேக், 7/176, கிழக்கு தெரு, இனாம்மீனாட்சிபுரம், வெம்பக்கோட்டை, விருதுநகர். (724, 1143, 944, 1207)
booth-number: பாகம் – 180 : (266, 755, 316, 764)
role-label: துணை அமைப்பாளர்கள் : (724, 1143, 827, 1152)
branch-heading: சிப்பிப்பாறை கிளை (324, 513, 426, 526)
role-label: துணை அமைப்பாளர்கள் : (495, 1143, 594, 1152)
role-label: அமைப்பாளர் : (724, 154, 784, 163)
appointment-paragraph: துணை அமைப்பாளர்கள் : (1) க.கார்த்திக், 1/116, மேலத் தெரு, சல்வார்பட்டி, வெம்பக்கோட்டை, விருதுநகர். (2) கா.விக்னேஷ்வரன், 1/344, வடக்கு தெரு, சல்வார்பட்டி, வெம்பக்கோட்டை. (3) செ.ஜோதிபாசு, 1/338, காளியம்மன் கோயில் தெரு, சல்வார்பட்டி, வெம்பக்கோட்டை, விருதுநகர். (37, 1056, 255, 1109)
booth-number: பாகம் – 132 : (495, 1434, 545, 1443)
booth-agent: பா.மாரீஸ்வரன், முதலியார் வடக்கு தெரு, வெம்பக்கோட்டை, விருதுநகர். (324, 461, 471, 481)
section-label: பாக அமைப்பாளர்கள் : (790, 1305, 877, 1314)
paper-title (448, 38, 558, 58)
booth-entry (495, 1433, 713, 1466)
booth-entry (724, 468, 943, 501)
appointment-paragraph: அமைப்பாளர் : க.திருப்பதி, 6/58, கிழக்கு தெரு, வாலசாமபுரம், சிப்பிப்பாறை, வெம்பக்கோட்டை, விருதுநகர். (266, 648, 484, 668)
booth-number: பாகம் – 166 : (37, 1383, 87, 1392)
role-label: துணை அமைப்பாளர்கள் : (266, 991, 366, 1000)
branch-heading: செவல்பட்டி கிளை (99, 1459, 193, 1472)
role-label: அமைப்பாளர் : (266, 132, 324, 141)
branch-heading: இ.இராமநாதபுரம் கிளை (85, 832, 207, 845)
booth-number: பாகம் – 129 : (495, 1329, 545, 1338)
branch-heading: வெற்றிலையூரணி கிளை (543, 516, 665, 529)
appointment-paragraph: துணை அமைப்பாளர்கள் : (1) அ.பால்குமார், 3/26, கிழக்கு தெரு, சூரார்பட்டி. (2) மா.மாரிமுத்து, 4/17, கிழக்கு தெரு, சூரார்பட்டி, வெம்பக்கோட்டை, விருதுநகர். (3) சு.கருப்பசாமி, 1/45, மேற்கு தெரு, சூரார்பட்டி, வெம்பக்கோட்டை, விருதுநகர். (266, 887, 484, 940)
role-label: துணை அமைப்பாளர்கள் : (266, 558, 369, 567)
booth-number: பாகம் – 167 : (37, 1407, 87, 1416)
appointment-paragraph: துணை அமைப்பாளர்கள் : (1) மு.ஜெகதீஸ் குமார், 5/39, தெற்கு தெரு, அம்மையார்பட்டி, சாத்தூர், விருதுநகர். (2) கு.பெருமாள்சாமி, 5/43, தெற்கு தெரு, அம்மையார்பட்டி, சாத்தூர், விருதுநகர். (3) க.மகாலிங்கம், 5/75, அம்மையார்பட்டி, சாத்தூர், விருதுநகர். (266, 272, 484, 325)
